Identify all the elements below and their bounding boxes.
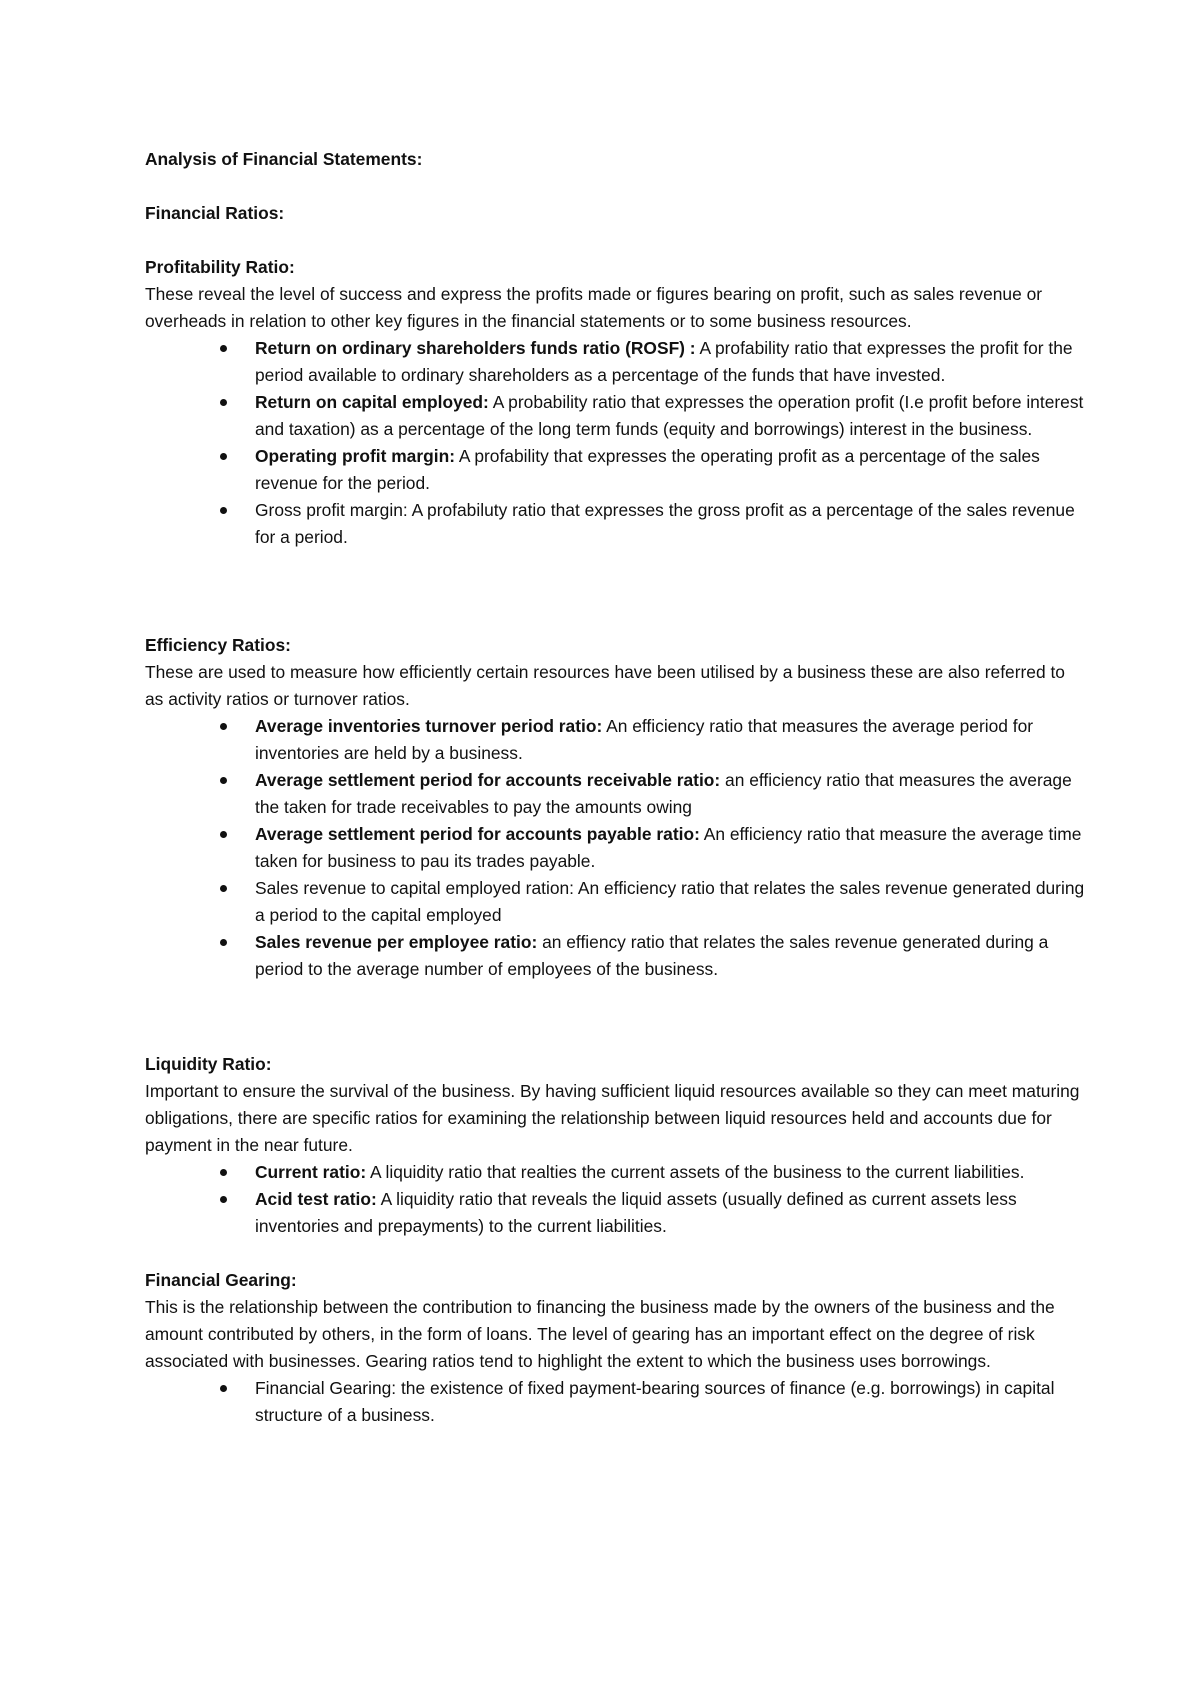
item-term: Return on ordinary shareholders funds ratio (ROSF) : — [255, 338, 696, 358]
section-profitability — [145, 254, 1085, 551]
bullet-icon — [220, 345, 227, 352]
item-text: the existence of fixed payment-bearing sources of finance (e.g. borrowings) in capital structure of a business. — [255, 1378, 1055, 1425]
bullet-icon — [220, 831, 227, 838]
list-item — [145, 1186, 1085, 1240]
item-text: A liquidity ratio that realties the current assets of the business to the current liabilities. — [366, 1162, 1025, 1182]
item-text: A profability that expresses the operating profit as a percentage of the sales revenue for the period. — [255, 446, 1040, 493]
bullet-icon — [220, 723, 227, 730]
list-item — [145, 1375, 1085, 1429]
item-term: Average inventories turnover period ratio: — [255, 716, 603, 736]
item-term: Operating profit margin: — [255, 446, 455, 466]
item-text: an efficiency ratio that measures the average the taken for trade receivables to pay the amounts owing — [255, 770, 1072, 817]
section-liquidity — [145, 1051, 1085, 1240]
bullet-list — [145, 1159, 1085, 1240]
bullet-icon — [220, 885, 227, 892]
list-item — [145, 335, 1085, 389]
list-item — [145, 929, 1085, 983]
section-heading: Profitability Ratio: — [145, 257, 295, 277]
item-term: Average settlement period for accounts receivable ratio: — [255, 770, 721, 790]
item-text: An efficiency ratio that relates the sales revenue generated during a period to the capital employed — [255, 878, 1085, 925]
item-term: Return on capital employed: — [255, 392, 489, 412]
section-intro: These reveal the level of success and express the profits made or figures bearing on profit, such as sales revenue or overheads in relation to other key figures in the financial statements or to some business resources. — [145, 284, 1043, 331]
bullet-icon — [220, 1196, 227, 1203]
bullet-icon — [220, 777, 227, 784]
section-intro: These are used to measure how efficiently certain resources have been utilised by a business these are also referred to as activity ratios or turnover ratios. — [145, 662, 1065, 709]
section-heading: Financial Gearing: — [145, 1270, 297, 1290]
list-item — [145, 497, 1085, 551]
section-heading: Liquidity Ratio: — [145, 1054, 272, 1074]
list-item — [145, 713, 1085, 767]
bullet-list — [145, 335, 1085, 551]
section-intro: This is the relationship between the contribution to financing the business made by the owners of the business and the amount contributed by others, in the form of loans. The level of gearing has an important effect on the degree of risk associated with businesses. Gearing ratios tend to highlight the extent to which the business uses borrowings. — [145, 1297, 1055, 1371]
section-financial-gearing — [145, 1267, 1085, 1429]
item-text: A profability ratio that expresses the profit for the period available to ordinary shareholders as a percentage of the funds that have invested. — [255, 338, 1073, 385]
document-subtitle: Financial Ratios: — [145, 203, 285, 223]
item-term: Sales revenue per employee ratio: — [255, 932, 538, 952]
document-title: Analysis of Financial Statements: — [145, 149, 423, 169]
bullet-list — [145, 1375, 1085, 1429]
item-term: Sales revenue to capital employed ration: — [255, 878, 575, 898]
bullet-icon — [220, 1385, 227, 1392]
item-term: Financial Gearing: — [255, 1378, 397, 1398]
bullet-list — [145, 713, 1085, 983]
bullet-icon — [220, 507, 227, 514]
list-item — [145, 767, 1085, 821]
item-term: Gross profit margin: — [255, 500, 408, 520]
item-term: Current ratio: — [255, 1162, 367, 1182]
item-text: an effiency ratio that relates the sales revenue generated during a period to the average number of employees of the business. — [255, 932, 1049, 979]
section-efficiency — [145, 632, 1085, 983]
item-term: Acid test ratio: — [255, 1189, 377, 1209]
list-item — [145, 1159, 1085, 1186]
item-text: A liquidity ratio that reveals the liquid assets (usually defined as current assets less inventories and prepayments) to the current liabilities. — [255, 1189, 1017, 1236]
bullet-icon — [220, 399, 227, 406]
bullet-icon — [220, 939, 227, 946]
list-item — [145, 875, 1085, 929]
item-text: An efficiency ratio that measures the average period for inventories are held by a business. — [255, 716, 1034, 763]
item-text: A probability ratio that expresses the operation profit (I.e profit before interest and taxation) as a percentage of the long term funds (equity and borrowings) interest in the business. — [255, 392, 1084, 439]
bullet-icon — [220, 453, 227, 460]
bullet-icon — [220, 1169, 227, 1176]
list-item — [145, 821, 1085, 875]
item-text: A profabiluty ratio that expresses the gross profit as a percentage of the sales revenue for a period. — [255, 500, 1075, 547]
item-text: An efficiency ratio that measure the average time taken for business to pau its trades payable. — [255, 824, 1082, 871]
list-item — [145, 443, 1085, 497]
section-heading: Efficiency Ratios: — [145, 635, 291, 655]
section-intro: Important to ensure the survival of the business. By having sufficient liquid resources available so they can meet maturing obligations, there are specific ratios for examining the relationship between liquid resources held and accounts due for payment in the near future. — [145, 1081, 1080, 1155]
item-term: Average settlement period for accounts payable ratio: — [255, 824, 700, 844]
document-body — [145, 146, 1085, 1429]
list-item — [145, 389, 1085, 443]
